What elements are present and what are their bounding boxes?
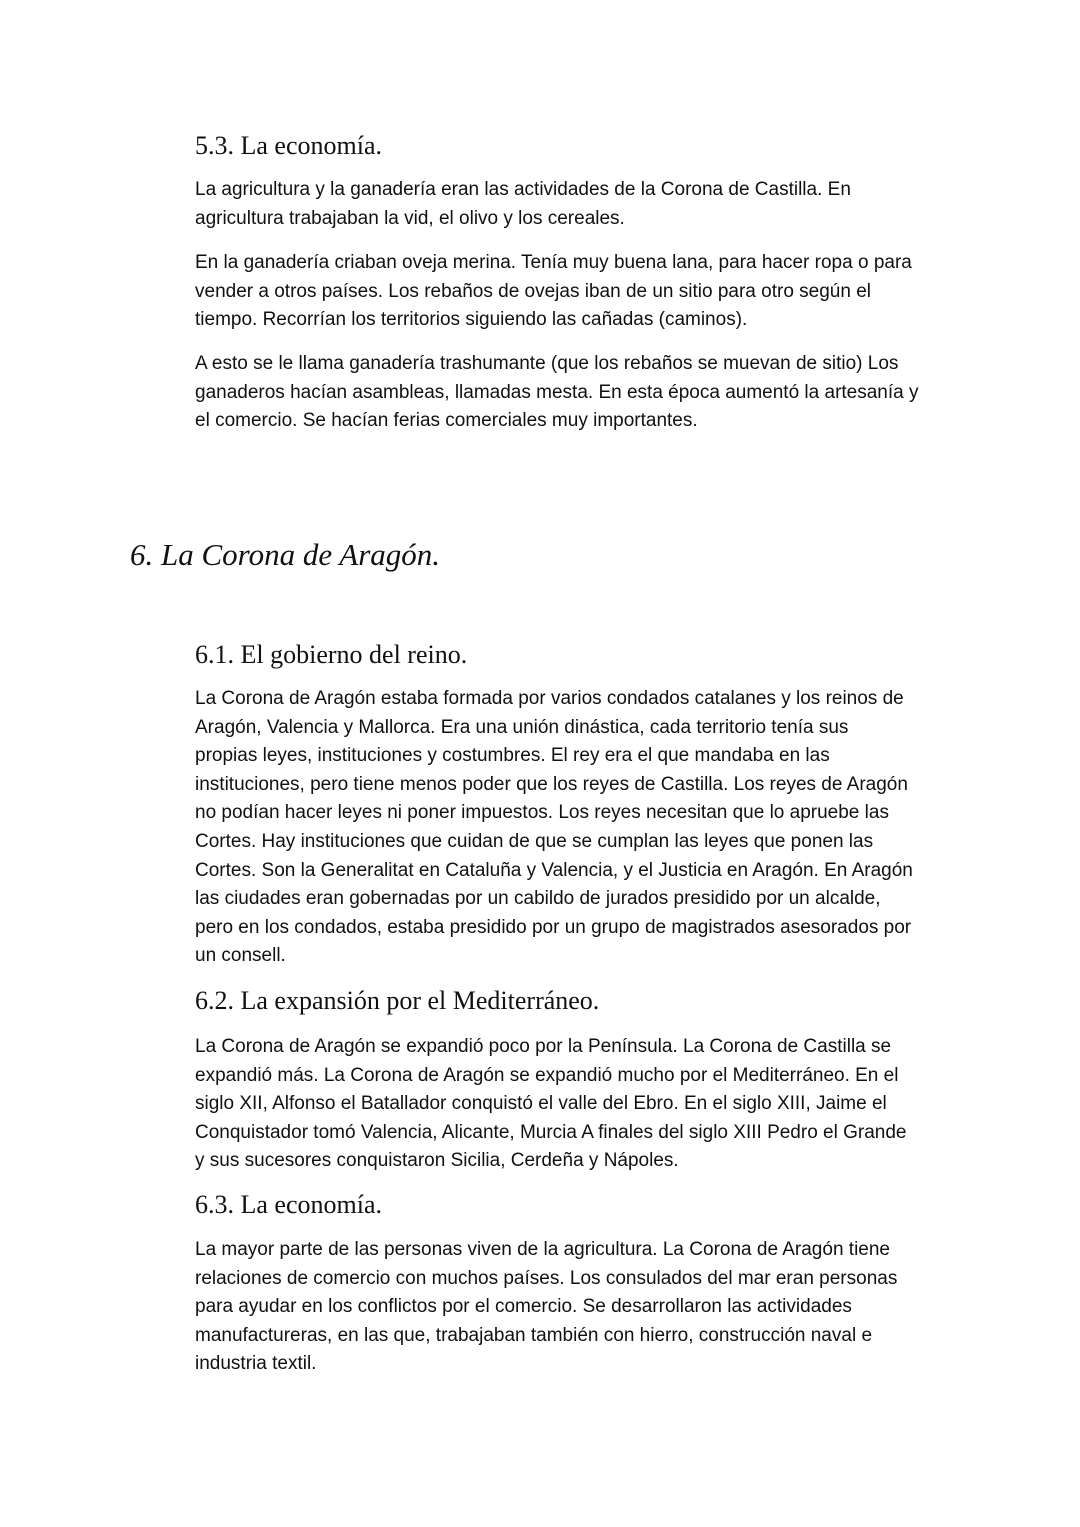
paragraph-5-3-1: La agricultura y la ganadería eran las actividades de la Corona de Castilla. En agricultura trabajaban la vid, el olivo y los cereales. [195,179,851,229]
heading-6-1: 6.1. El gobierno del reino. [195,640,468,669]
paragraph-5-3-3: A esto se le llama ganadería trashumante (que los rebaños se muevan de sitio) Los ganaderos hacían asambleas, llamadas mesta. En esta época aumentó la artesanía y el comercio. Se hacían ferias comerciales muy importantes. [195,353,919,432]
heading-6-2: 6.2. La expansión por el Mediterráneo. [195,986,600,1015]
heading-6-3: 6.3. La economía. [195,1190,382,1219]
paragraph-6-3-1: La mayor parte de las personas viven de la agricultura. La Corona de Aragón tiene relaciones de comercio con muchos países. Los consulados del mar eran personas para ayudar en los conflictos por el comercio. Se desarrollaron las actividades manufactureras, en las que, trabajaban también con hierro, construcción naval e industria textil. [195,1239,898,1375]
heading-6: 6. La Corona de Aragón. [130,537,441,572]
heading-5-3: 5.3. La economía. [195,131,382,160]
paragraph-6-2-1: La Corona de Aragón se expandió poco por la Península. La Corona de Castilla se expandió más. La Corona de Aragón se expandió mucho por el Mediterráneo. En el siglo XII, Alfonso el Batallador conquistó el valle del Ebro. En el siglo XIII, Jaime el Conquistador tomó Valencia, Alicante, Murcia A finales del siglo XIII Pedro el Grande y sus sucesores conquistaron Sicilia, Cerdeña y Nápoles. [195,1036,907,1172]
paragraph-6-1-1: La Corona de Aragón estaba formada por varios condados catalanes y los reinos de Aragón, Valencia y Mallorca. Era una unión dinástica, cada territorio tenía sus propias leyes, instituciones y costumbres. El rey era el que mandaba en las instituciones, pero tiene menos poder que los reyes de Castilla. Los reyes de Aragón no podían hacer leyes ni poner impuestos. Los reyes necesitan que lo apruebe las Cortes. Hay instituciones que cuidan de que se cumplan las leyes que ponen las Cortes. Son la Generalitat en Cataluña y Valencia, y el Justicia en Aragón. En Aragón las ciudades eran gobernadas por un cabildo de jurados presidido por un alcalde, pero en los condados, estaba presidido por un grupo de magistrados asesorados por un consell. [195,688,913,967]
paragraph-5-3-2: En la ganadería criaban oveja merina. Tenía muy buena lana, para hacer ropa o para vender a otros países. Los rebaños de ovejas iban de un sitio para otro según el tiempo. Recorrían los territorios siguiendo las cañadas (caminos). [195,252,912,331]
